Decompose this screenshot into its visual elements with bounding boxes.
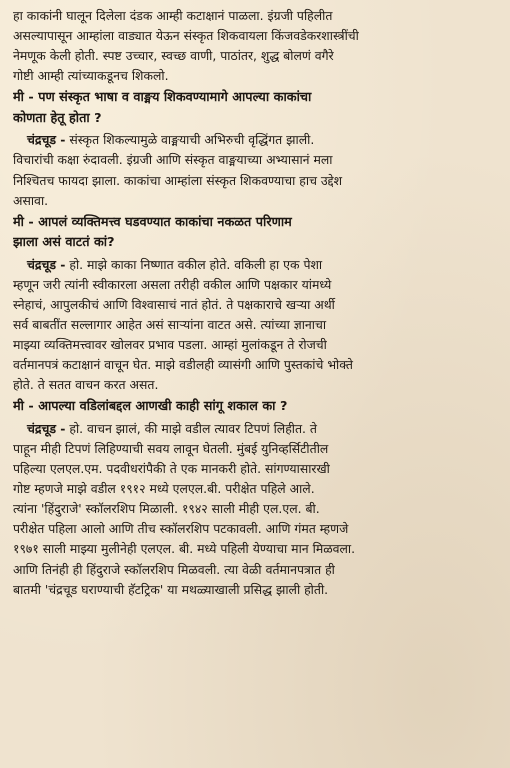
text-line xyxy=(13,419,500,439)
question-line: कोणता हेतू होता ? xyxy=(13,110,102,126)
answer-paragraph xyxy=(13,419,500,600)
speaker-label: चंद्रचूड - xyxy=(27,256,66,272)
text-line xyxy=(13,130,500,150)
text-line: वर्तमानपत्रं कटाक्षानं वाचून घेत. माझे वडीलही व्यासंगी आणि पुस्तकांचे भोक्ते xyxy=(13,357,353,373)
answer-paragraph xyxy=(13,130,500,210)
text-line: बातमी 'चंद्रचूड घराण्याची हॅटट्रिक' या मथळ्याखाली प्रसिद्ध झाली होती. xyxy=(13,581,329,597)
text-line: आणि तिनंही ही हिंदुराजे स्कॉलरशिप मिळवली. त्या वेळी वर्तमानपत्रात ही xyxy=(13,561,335,577)
question-line: झाला असं वाटतं कां? xyxy=(13,235,115,251)
text-line: पहिल्या एलएल.एम. पदवीधरांपैकी ते एक मानकरी होते. सांगण्यासारखी xyxy=(13,461,330,477)
text-line-content: हो. माझे काका निष्णात वकील होते. वकिली हा एक पेशा xyxy=(69,256,323,272)
text-line: असल्यापासून आम्हांला वाड्यात येऊन संस्कृत शिकवायला किंजवडेकरशास्त्रींची xyxy=(13,28,359,44)
text-line: पाहून मीही टिपणं लिहिण्याची सवय लावून घेतली. मुंबई युनिव्हर्सिटीतील xyxy=(13,441,329,456)
text-line: विचारांची कक्षा रुंदावली. इंग्रजी आणि संस्कृत वाङ्मयाच्या अभ्यासानं मला xyxy=(13,152,333,168)
text-line-content: हो. वाचन झालं, की माझे वडील त्यावर टिपणं लिहीत. ते xyxy=(69,420,317,436)
question-line: मी - पण संस्कृत भाषा व वाङ्मय शिकवण्यामागे आपल्या काकांचा xyxy=(13,90,312,106)
question-line: मी - आपल्या वडिलांबद्दल आणखी काही सांगू शकाल का ? xyxy=(13,399,288,415)
text-line: निश्चितच फायदा झाला. काकांचा आम्हांला संस्कृत शिकवण्याचा हाच उद्देश xyxy=(13,172,343,188)
text-line xyxy=(13,255,500,275)
question-paragraph xyxy=(13,88,500,129)
text-line: गोष्ट म्हणजे माझे वडील १९१२ मध्ये एलएल.बी. परीक्षेत पहिले आले. xyxy=(13,481,315,497)
text-line-content: संस्कृत शिकल्यामुळे वाङ्मयाची अभिरुची वृद्धिंगत झाली. xyxy=(69,132,315,148)
text-line: गोष्टी आम्ही त्यांच्याकडूनच शिकलो. xyxy=(13,68,169,84)
answer-paragraph xyxy=(13,6,500,86)
question-paragraph xyxy=(13,213,500,254)
text-line: माझ्या व्यक्तिमत्त्वावर खोलवर प्रभाव पडला. आम्हां मुलांकडून ते रोजची xyxy=(13,337,327,353)
text-line: नेमणूक केली होती. स्पष्ट उच्चार, स्वच्छ वाणी, पाठांतर, शुद्ध बोलणं वगैरे xyxy=(13,48,334,64)
text-line: सर्व बाबतींत सल्लागार आहेत असं साऱ्यांना वाटत असे. त्यांच्या ज्ञानाचा xyxy=(13,317,327,333)
text-line: हा काकांनी घालून दिलेला दंडक आम्ही कटाक्षानं पाळला. इंग्रजी पहिलीत xyxy=(13,8,333,23)
question-paragraph xyxy=(13,397,500,418)
text-line: असावा. xyxy=(13,192,49,208)
speaker-label: चंद्रचूड - xyxy=(27,420,66,436)
text-line: परीक्षेत पहिला आलो आणि तीच स्कॉलरशिप पटकावली. आणि गंमत म्हणजे xyxy=(13,521,349,537)
text-line: होते. ते सतत वाचन करत असत. xyxy=(13,377,159,393)
text-line: म्हणून जरी त्यांनी स्वीकारला असला तरीही वकील आणि पक्षकार यांमध्ये xyxy=(13,276,332,292)
speaker-label: चंद्रचूड - xyxy=(27,132,66,148)
text-line: स्नेहाचं, आपुलकीचं आणि विश्वासाचं नातं होतं. ते पक्षकाराचे खऱ्या अर्थी xyxy=(13,296,335,312)
answer-paragraph xyxy=(13,255,500,396)
text-line: त्यांना 'हिंदुराजे' स्कॉलरशिप मिळाली. १९४२ साली मीही एल.एल. बी. xyxy=(13,501,320,517)
text-line: १९७१ साली माझ्या मुलीनेही एलएल. बी. मध्ये पहिली येण्याचा मान मिळवला. xyxy=(13,541,356,557)
question-line: मी - आपलं व्यक्तिमत्त्व घडवण्यात काकांचा नकळत परिणाम xyxy=(13,214,292,230)
